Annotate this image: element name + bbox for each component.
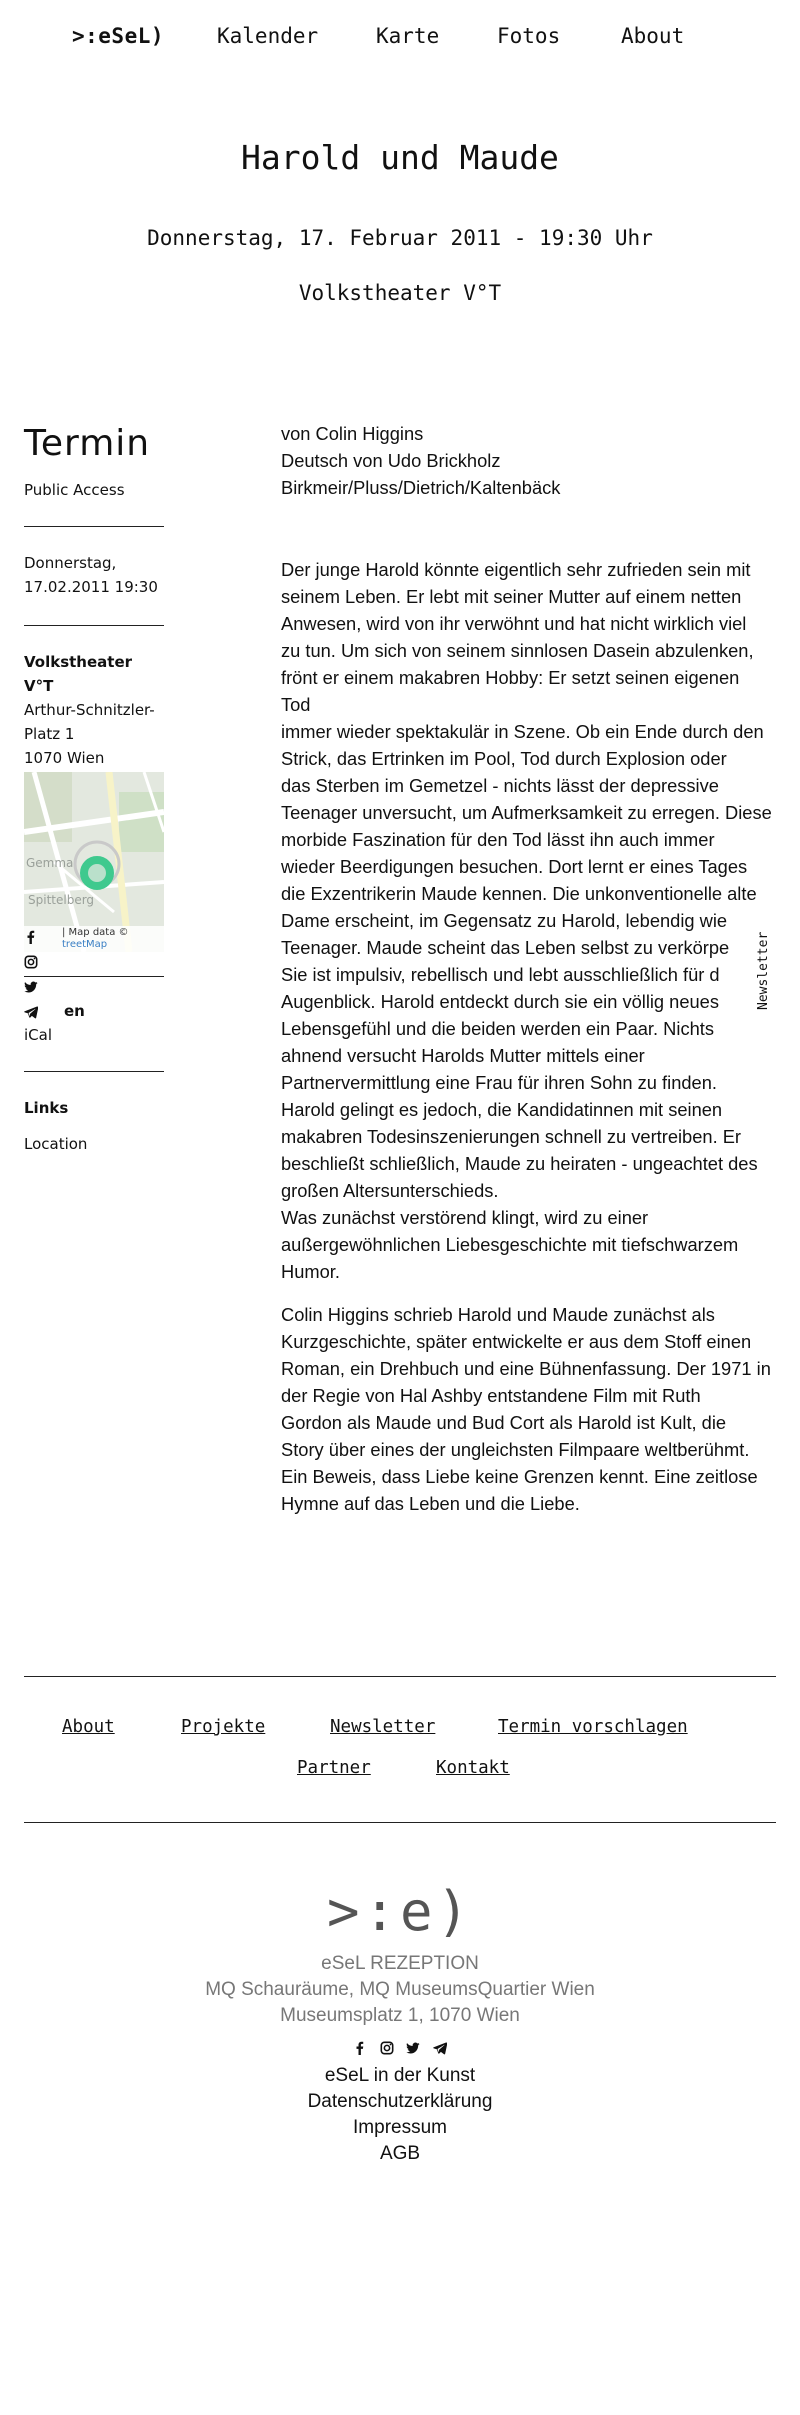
- map-marker-icon[interactable]: [80, 856, 114, 890]
- description-line: Lebensgefühl und die beiden werden ein Paar. Nichts: [281, 1018, 714, 1039]
- description-line: Humor.: [281, 1261, 340, 1282]
- footer-logo: >:e): [326, 1880, 474, 1943]
- description-line: Sie ist impulsiv, rebellisch und lebt ausschließlich für d: [281, 964, 720, 985]
- description-line: immer wieder spektakulär in Szene. Ob ein Ende durch den: [281, 721, 764, 742]
- location-link[interactable]: Location: [24, 1135, 88, 1153]
- links-heading: Links: [24, 1099, 69, 1117]
- instagram-icon[interactable]: [380, 2041, 394, 2055]
- nav-fotos[interactable]: Fotos: [497, 24, 561, 48]
- footer-bottom-rule: [24, 1822, 776, 1823]
- description-line: Strick, das Ertrinken im Pool, Tod durch Explosion oder: [281, 748, 727, 769]
- site-footer: [0, 1880, 800, 2167]
- credit-author: von Colin Higgins: [281, 423, 424, 444]
- description-line: Der junge Harold könnte eigentlich sehr zufrieden sein mit: [281, 559, 751, 580]
- address-line2: Platz 1: [24, 725, 75, 743]
- event-description: [281, 420, 776, 1517]
- description-line: morbide Faszination für den Tod lässt ihn auch immer: [281, 829, 715, 850]
- description-line: Harold gelingt es jedoch, die Kandidatinnen mit seinen: [281, 1099, 723, 1120]
- ical-link[interactable]: iCal: [24, 1026, 53, 1044]
- map-label-spittelberg: Spittelberg: [28, 893, 95, 907]
- address-line3: 1070 Wien: [24, 749, 105, 767]
- event-date: Donnerstag, 17. Februar 2011 - 19:30 Uhr: [147, 226, 653, 250]
- description-line: großen Altersunterschieds.: [281, 1180, 499, 1201]
- description-line: Dame erscheint, im Gegensatz zu Harold, lebendig wie: [281, 910, 728, 931]
- description-line: Partnervermittlung eine Frau für ihren Sohn zu finden.: [281, 1072, 717, 1093]
- location-map[interactable]: [24, 772, 164, 952]
- datetime-line1: Donnerstag,: [24, 554, 117, 572]
- description-paragraph-1: [281, 556, 776, 1285]
- footer-link-datenschutz[interactable]: Datenschutzerklärung: [307, 2091, 493, 2112]
- description-line: die Exzentrikerin Maude kennen. Die unkonventionelle alte: [281, 883, 757, 904]
- event-title: Harold und Maude: [241, 138, 559, 177]
- newsletter-tab[interactable]: Newsletter: [756, 931, 771, 1010]
- footer-link-about[interactable]: About: [62, 1717, 115, 1737]
- twitter-icon[interactable]: [406, 2041, 420, 2055]
- footer-link-impressum[interactable]: Impressum: [353, 2117, 447, 2138]
- description-line: wieder Beerdigungen besuchen. Dort lernt er eines Tages: [281, 856, 748, 877]
- footer-link-agb[interactable]: AGB: [379, 2143, 421, 2164]
- description-line: Story über eines der ungleichsten Filmpaare weltberühmt.: [281, 1439, 750, 1460]
- description-line: Teenager unversucht, um Aufmerksamkeit zu erregen. Diese: [281, 802, 772, 823]
- nav-about[interactable]: About: [621, 24, 685, 48]
- description-line: Augenblick. Harold entdeckt durch sie ein völlig neues: [281, 991, 719, 1012]
- map-attribution: [24, 926, 164, 952]
- event-sidebar: [24, 420, 164, 1156]
- description-line: zu tun. Um sich von seinem sinnlosen Dasein abzulenken,: [281, 640, 754, 661]
- description-line: Roman, ein Drehbuch und eine Bühnenfassung. Der 1971 in: [281, 1358, 771, 1379]
- footer-social-icons: [0, 2039, 800, 2057]
- divider: [24, 1071, 164, 1072]
- datetime-line2: 17.02.2011 19:30: [24, 578, 158, 596]
- description-line: das Sterben im Gemetzel - nichts lässt der depressive: [281, 775, 719, 796]
- description-line: Teenager. Maude scheint das Leben selbst zu verkörpe: [281, 937, 730, 958]
- credit-cast: Birkmeir/Pluss/Dietrich/Kaltenbäck: [281, 477, 561, 498]
- nav-kalender[interactable]: Kalender: [217, 24, 319, 48]
- facebook-icon[interactable]: [24, 930, 38, 944]
- map-label-gemma: Gemma: [26, 856, 74, 870]
- footer-address: Museumsplatz 1, 1070 Wien: [280, 2005, 520, 2026]
- description-line: der Regie von Hal Ashby entstandene Film mit Ruth: [281, 1385, 701, 1406]
- osm-link[interactable]: treetMap: [62, 939, 108, 950]
- footer-location: MQ Schauräume, MQ MuseumsQuartier Wien: [205, 1979, 595, 2000]
- description-line: Was zunächst verstörend klingt, wird zu einer: [281, 1207, 649, 1228]
- venue-name[interactable]: Volkstheater V°T: [24, 653, 133, 695]
- footer-link-newsletter[interactable]: Newsletter: [330, 1717, 436, 1737]
- footer-link-projekte[interactable]: Projekte: [181, 1717, 266, 1737]
- description-line: beschließt schließlich, Maude zu heiraten - ungeachtet des: [281, 1153, 758, 1174]
- divider: [24, 625, 164, 626]
- divider: [24, 976, 164, 977]
- site-logo[interactable]: >:eSeL): [72, 24, 165, 48]
- description-line: ahnend versucht Harolds Mutter mittels einer: [281, 1045, 645, 1066]
- description-paragraph-2: [281, 1301, 776, 1517]
- twitter-icon[interactable]: [24, 980, 38, 994]
- footer-top-rule: [24, 1676, 776, 1677]
- footer-link-termin[interactable]: Termin vorschlagen: [498, 1717, 688, 1737]
- map-attribution-text: | Map data ©: [62, 927, 129, 938]
- description-line: Gordon als Maude und Bud Cort als Harold ist Kult, die: [281, 1412, 727, 1433]
- address-line1: Arthur-Schnitzler-: [24, 701, 155, 719]
- telegram-icon[interactable]: [433, 2041, 447, 2055]
- telegram-icon[interactable]: [24, 1005, 38, 1019]
- sidebar-heading: Termin: [24, 423, 151, 464]
- description-line: außergewöhnlichen Liebesgeschichte mit tiefschwarzem: [281, 1234, 739, 1255]
- description-line: Colin Higgins schrieb Harold und Maude zunächst als: [281, 1304, 715, 1325]
- footer-org-name: eSeL REZEPTION: [321, 1953, 479, 1974]
- description-line: Hymne auf das Leben und die Liebe.: [281, 1493, 580, 1514]
- nav-karte[interactable]: Karte: [376, 24, 440, 48]
- footer-link-partner[interactable]: Partner: [297, 1758, 371, 1778]
- description-line: Ein Beweis, dass Liebe keine Grenzen kennt. Eine zeitlose: [281, 1466, 758, 1487]
- description-line: Anwesen, wird von ihr verwöhnt und hat nicht wirklich viel: [281, 613, 747, 634]
- footer-link-kontakt[interactable]: Kontakt: [436, 1758, 510, 1778]
- credit-translation: Deutsch von Udo Brickholz: [281, 450, 501, 471]
- footer-link-kunst[interactable]: eSeL in der Kunst: [324, 2065, 476, 2086]
- instagram-icon[interactable]: [24, 955, 38, 969]
- ical-partial-label: en: [64, 1002, 85, 1020]
- access-label: Public Access: [24, 481, 125, 499]
- description-line: Kurzgeschichte, später entwickelte er aus dem Stoff einen: [281, 1331, 752, 1352]
- facebook-icon[interactable]: [353, 2041, 367, 2055]
- description-line: Tod: [281, 694, 311, 715]
- description-line: makabren Todesinszenierungen schnell zu vertreiben. Er: [281, 1126, 742, 1147]
- event-venue: Volkstheater V°T: [298, 281, 502, 305]
- description-line: seinem Leben. Er lebt mit seiner Mutter auf einem netten: [281, 586, 742, 607]
- divider: [24, 526, 164, 527]
- share-icons: [24, 930, 40, 1030]
- top-navigation: [0, 22, 800, 54]
- description-line: frönt er einem makabren Hobby: Er setzt seinen eigenen: [281, 667, 740, 688]
